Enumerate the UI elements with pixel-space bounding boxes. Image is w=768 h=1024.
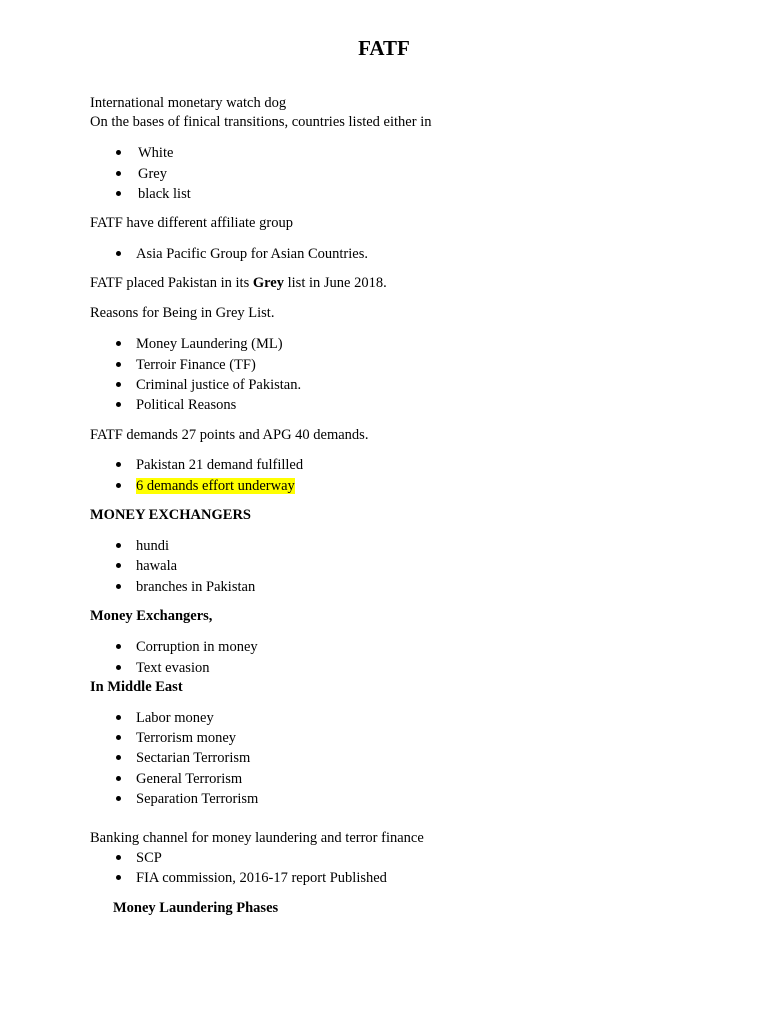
bullet-icon xyxy=(116,150,121,155)
bullet-icon xyxy=(116,402,121,407)
list-item: Criminal justice of Pakistan. xyxy=(136,377,302,393)
bullet-icon xyxy=(116,715,121,720)
list-item: Pakistan 21 demand fulfilled xyxy=(136,457,304,473)
list-item: Terroir Finance (TF) xyxy=(136,357,256,373)
list-item: Text evasion xyxy=(136,660,210,676)
middle-east-heading: In Middle East xyxy=(90,679,183,695)
list-item: White xyxy=(138,145,174,161)
list-item: Grey xyxy=(138,166,167,182)
list-item: Corruption in money xyxy=(136,639,258,655)
list-item: hundi xyxy=(136,538,170,554)
list-item: Asia Pacific Group for Asian Countries. xyxy=(136,246,368,262)
grey-placement-bold: Grey xyxy=(252,275,284,291)
bullet-icon xyxy=(116,875,121,880)
bullet-icon xyxy=(116,543,121,548)
list-item: Terrorism money xyxy=(136,730,237,746)
bullet-icon xyxy=(116,171,121,176)
reasons-heading: Reasons for Being in Grey List. xyxy=(90,305,275,321)
bullet-icon xyxy=(116,776,121,781)
list-item: branches in Pakistan xyxy=(136,579,256,595)
list-item: Money Laundering (ML) xyxy=(136,336,283,352)
page-title: FATF xyxy=(358,36,410,60)
bullet-icon xyxy=(116,563,121,568)
bullet-icon xyxy=(116,341,121,346)
list-item: hawala xyxy=(136,558,178,574)
bullet-icon xyxy=(116,382,121,387)
list-item: Separation Terrorism xyxy=(136,791,259,807)
banking-text: Banking channel for money laundering and terror finance xyxy=(90,830,424,846)
money-exchangers-caps-heading: MONEY EXCHANGERS xyxy=(90,507,251,523)
intro-line-1: International monetary watch dog xyxy=(90,95,287,111)
bullet-icon xyxy=(116,584,121,589)
list-item-highlighted xyxy=(136,477,295,495)
list-item: SCP xyxy=(136,850,162,866)
bullet-icon xyxy=(116,362,121,367)
bullet-icon xyxy=(116,755,121,760)
bullet-icon xyxy=(116,855,121,860)
phases-heading: Money Laundering Phases xyxy=(113,900,279,916)
grey-placement-before: FATF placed Pakistan in its xyxy=(90,275,253,291)
grey-placement xyxy=(90,274,387,292)
bullet-icon xyxy=(116,251,121,256)
list-item: Labor money xyxy=(136,710,214,726)
bullet-icon xyxy=(116,483,121,488)
list-item: Sectarian Terrorism xyxy=(136,750,251,766)
highlighted-text: 6 demands effort underway xyxy=(136,478,295,494)
bullet-icon xyxy=(116,191,121,196)
grey-placement-after: list in June 2018. xyxy=(284,275,387,291)
list-item: General Terrorism xyxy=(136,771,243,787)
bullet-icon xyxy=(116,462,121,467)
money-exchangers-heading: Money Exchangers, xyxy=(90,608,213,624)
bullet-icon xyxy=(116,735,121,740)
list-item: black list xyxy=(138,186,191,202)
list-item: FIA commission, 2016-17 report Published xyxy=(136,870,387,886)
bullet-icon xyxy=(116,796,121,801)
bullet-icon xyxy=(116,644,121,649)
list-item: Political Reasons xyxy=(136,397,237,413)
affiliate-text: FATF have different affiliate group xyxy=(90,215,293,231)
bullet-icon xyxy=(116,665,121,670)
intro-line-2: On the bases of finical transitions, countries listed either in xyxy=(90,114,432,130)
demands-text: FATF demands 27 points and APG 40 demands. xyxy=(90,427,369,443)
